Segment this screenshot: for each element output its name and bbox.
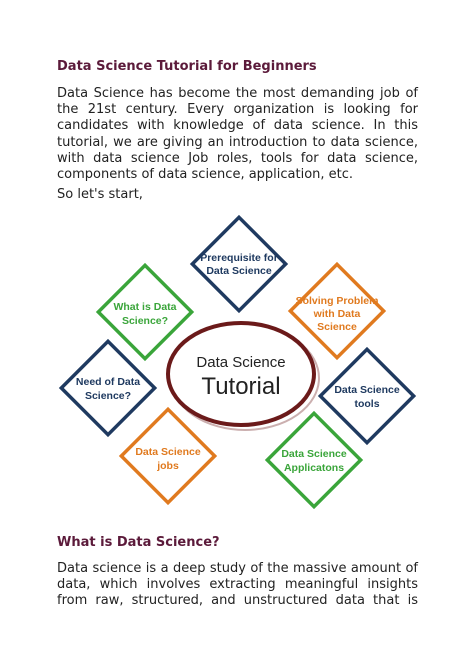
center-title-line2: Tutorial	[201, 373, 281, 400]
diamond-label: Data Science	[281, 448, 347, 460]
diamond-label: jobs	[157, 460, 179, 472]
diamond-label: tools	[354, 398, 380, 410]
diamond-data-science-applications	[267, 413, 360, 506]
start-paragraph	[57, 187, 418, 203]
diamond-label: Science?	[84, 390, 132, 402]
diamond-label: Science	[317, 321, 357, 333]
intro-line: tutorial, we are giving an introduction to data science,	[57, 134, 418, 150]
page-title: Data Science Tutorial for Beginners	[57, 59, 317, 74]
intro-line: candidates with knowledge of data science. In this	[57, 118, 418, 134]
center-title-line1: Data Science	[196, 354, 286, 371]
what-line: from raw, structured, and unstructured data that is	[57, 593, 418, 609]
diamond-label: Data Science	[135, 446, 201, 458]
diamond-label: Need of Data	[75, 376, 141, 388]
diamond-label: Applicatons	[283, 462, 345, 474]
diamond-data-science-tools	[320, 349, 413, 442]
diamond-label: Prerequisite for	[200, 252, 278, 264]
what-line: data, which involves extracting meaningful insights	[57, 577, 418, 593]
diamond-label: Solving Problem	[295, 295, 379, 307]
section-heading: What is Data Science?	[57, 535, 220, 550]
diamond-data-science-jobs	[121, 409, 214, 502]
diamond-label: Science?	[121, 315, 169, 327]
diamond-shape	[192, 217, 285, 310]
intro-line: components of data science, application, etc.	[57, 167, 354, 183]
diamond-label: What is Data	[113, 301, 177, 313]
what-line: Data science is a deep study of the massive amount of	[57, 561, 418, 576]
diamond-label: with Data	[313, 308, 361, 320]
diamond-shape	[320, 349, 413, 442]
intro-paragraph	[57, 86, 418, 183]
diamond-prerequisite	[192, 217, 285, 310]
diamond-shape	[267, 413, 360, 506]
intro-line: the 21st century. Every organization is looking for	[57, 102, 418, 118]
diamond-solving-problem	[290, 264, 383, 357]
tutorial-diagram	[55, 210, 420, 515]
what-paragraph	[57, 561, 418, 610]
diamond-label: Data Science	[206, 265, 272, 277]
center-oval	[168, 323, 319, 430]
start-line: So let's start,	[57, 187, 143, 202]
intro-line: Data Science has become the most demanding job of	[57, 86, 418, 101]
intro-line: with data science Job roles, tools for data science,	[57, 150, 418, 166]
diamond-label: Data Science	[334, 384, 400, 396]
